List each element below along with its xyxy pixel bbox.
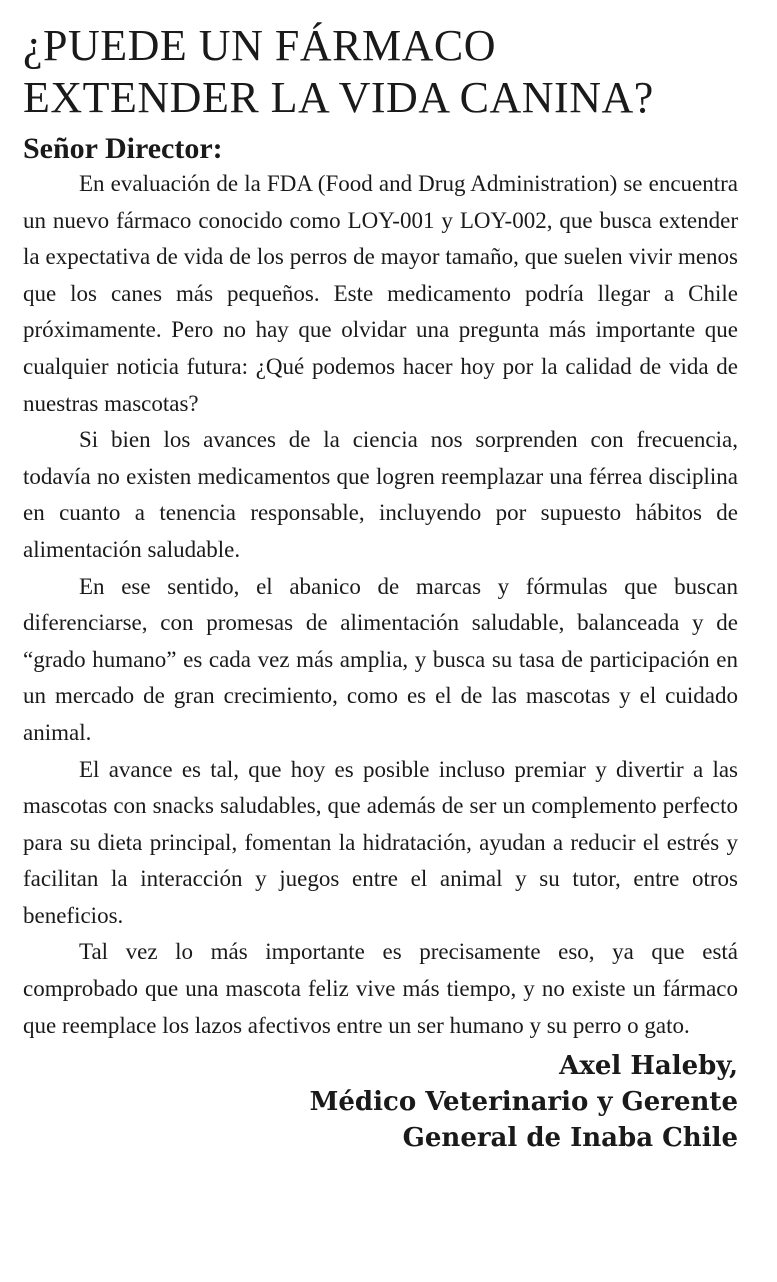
signature-title-line-1: Médico Veterinario y Gerente	[309, 1087, 738, 1118]
paragraph-3: En ese sentido, el abanico de marcas y fórmulas que buscan diferenciarse, con promesas de alimentación saludable, balanceada y de “grado humano” es cada vez más amplia, y busca su tasa de participación en un mercado de gran crecimiento, como es el de las mascotas y el cuidado animal.	[23, 573, 738, 745]
paragraph-1: En evaluación de la FDA (Food and Drug Administration) se encuentra un nuevo fármaco conocido como LOY-001 y LOY-002, que busca extender la expectativa de vida de los perros de mayor tamaño, que suelen vivir menos que los canes más pequeños. Este medicamento podría llegar a Chile próximamente. Pero no hay que olvidar una pregunta más importante que cualquier noticia futura: ¿Qué podemos hacer hoy por la calidad de vida de nuestras mascotas?	[23, 171, 738, 416]
salutation: Señor Director:	[23, 132, 223, 165]
paragraph-4: El avance es tal, que hoy es posible incluso premiar y divertir a las mascotas con snacks saludables, que además de ser un complemento perfecto para su dieta principal, fomentan la hidratación, ayudan a reducir el estrés y facilitan la interacción y juegos entre el animal y su tutor, entre otros beneficios.	[23, 756, 738, 928]
signature-title-line-2: General de Inaba Chile	[402, 1123, 738, 1154]
paragraph-5: Tal vez lo más importante es precisamente eso, ya que está comprobado que una mascota feliz vive más tiempo, y no existe un fármaco que reemplace los lazos afectivos entre un ser humano y su perro o gato.	[23, 939, 738, 1038]
signature-block	[23, 1048, 738, 1156]
headline	[23, 20, 738, 124]
headline-line-1: ¿PUEDE UN FÁRMACO	[23, 21, 496, 70]
letter-article	[23, 20, 738, 1156]
paragraph-2: Si bien los avances de la ciencia nos sorprenden con frecuencia, todavía no existen medicamentos que logren reemplazar una férrea disciplina en cuanto a tenencia responsable, incluyendo por supuesto hábitos de alimentación saludable.	[23, 427, 738, 562]
headline-line-2: EXTENDER LA VIDA CANINA?	[23, 73, 654, 122]
letter-body	[23, 166, 738, 1044]
signature-name: Axel Haleby,	[559, 1051, 738, 1082]
